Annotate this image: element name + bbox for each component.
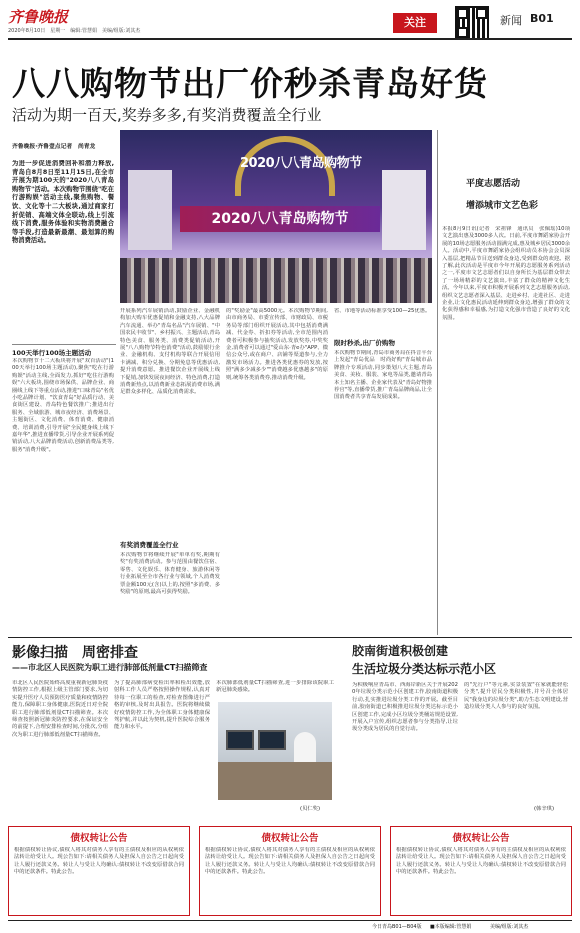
notice-box — [8, 826, 190, 916]
lead-subhead-2: 有奖消费覆盖全行业 — [120, 541, 179, 549]
qr-code-icon — [455, 6, 489, 40]
photo-right-board — [382, 170, 426, 250]
notice-text: 根据债权转让协议,债权人将其对债务人享有的主债权及相应的从权利依法转让给受让人。现公告如下:请相关债务人及担保人自公告之日起向受让人履行还款义务。转让人与受让人均确认:债权转让不改变原借款合同中的还款条件。特此公告。 — [205, 847, 375, 876]
lead-subheadline: 活动为期一百天,奖券多多,有奖消费覆盖全行业 — [12, 106, 322, 124]
photo-banner: 2020八八青岛购物节 — [180, 206, 380, 232]
story2-col-1: 市北区人民医院始终高度重视新冠肺炎疫情防控工作,根据上级主管部门要求,为切实提升医疗人员预防医疗质量和疫情防控能力,保障职工身体健康,医院近日对全院职工进行肺部低剂量CT扫描筛查。本次筛查按照新冠肺炎防控要求,在保证安全的前提下,合理安排检查时间,分批次,分组次为职工进行肺部低剂量CT扫描筛查。 — [12, 680, 108, 738]
notice-title: 债权转让公告 — [70, 833, 128, 844]
section-rule — [8, 637, 572, 638]
lead-col-2b: 本次购物节将继续开展"单单有奖,期期有奖"有奖消费活动。参与范围由餐饮住宿、零售、文化娱乐、体育健身、旅游休闲等行业拓展至全市各行业与领域,个人消费发票金额100元(含)以上的,按照"多消费、多奖励"的原则,最高可获得奖励。 — [120, 552, 220, 596]
story2-col-3: 本次肺部低剂量CT扫描筛查,进一步排除该院职工新冠肺炎感染。 — [216, 680, 334, 694]
story3-title-1: 胶南街道积极创建 — [352, 644, 449, 658]
masthead-rule — [8, 38, 572, 40]
lead-subhead-1: 100天举行100场主题活动 — [12, 349, 92, 357]
photo-monitor-right — [258, 730, 286, 750]
lead-col-1: 本次购物节十二大板块将开展"双百活动"(100天举行100场主题活动),聚焦"吃在行游购娱"活动主线,全面发力,抓好"吃住行游购娱"六大板块,围绕市场保供、品牌企业、商圈线上线下等重点活动,推进"口味青岛"名优小吃品牌计划、"饮食青岛"好品质行动、美食街区建设、青岛特色餐饮推广;推进出行服务、全域旅游、城市夜经济、消费场景、主题街区、文化消费、体育消费、健康消费、培训消费,引导开展"全民健身线上线下嘉年华",推进直播带货,引导企业开展系列促销活动,八大品牌消费活动,创新消费品类等,服务"消费升级"。 — [12, 358, 114, 453]
lead-byline: 齐鲁晚报·齐鲁壹点记者 尚青龙 — [12, 144, 96, 150]
sidebar-text: 本报8月9日讯(记者 宋祖锋 通讯员 张佩瑶)10项文艺演出惠及3000多人次。日前,平度市舞蹈家协会开展的10场志愿服务活动圆满完成,惠及城乡居民3000余人。活动中,平度市舞蹈家协会组织动员本协会会员深入基层,把精品节目送到群众身边,受到群众的欢迎。据了解,此次活动是平度市今年开展的志愿服务系列活动之一,平度市文艺志愿者们以自身所长为基层群众带去了一场场精彩的文艺演出,丰富了群众的精神文化生活。今年以来,平度市积极开展系列文艺志愿服务活动,组织文艺志愿者深入基层、走进乡村、走进社区、走进企业,让文化惠民活动延伸到群众身边,增强了群众的文化获得感和幸福感,为打造文化强市营造了良好的文化氛围。 — [442, 226, 570, 321]
story2-photo — [218, 702, 332, 800]
notice-title: 债权转让公告 — [261, 833, 319, 844]
lead-headline: 八八购物节出厂价秒杀青岛好货 — [12, 64, 488, 103]
lead-subhead-3: 限时秒杀,出厂价购物 — [334, 339, 395, 347]
lead-col-4: 省、市地等活动标准享受100—25优惠。 — [334, 308, 431, 314]
newspaper-logo: 齐鲁晚报 — [8, 8, 69, 26]
photo-monitor-left — [226, 730, 254, 750]
intro-divider — [12, 344, 116, 345]
sidebar-title-1: 平度志愿活动 — [466, 179, 521, 189]
photo-desk — [218, 762, 332, 800]
photo-sign-text: 2020八八青岛购物节 — [240, 156, 362, 171]
story2-photo-credit: (贝仁奖) — [300, 806, 321, 812]
lead-col-3: 的"奖励金"最高5000元。本次购物节期间,由市商务局、市委宣传部、市财政局、市税务局等部门组织开展活动,其中包括消费满减、代金券、折扣券等活动,全市范围内消费者可积极参与抽奖活动,发放奖券,中奖奖金,消费者可以通过"爱山东·青e办"APP、微信公众号,或在商户、店铺等渠道参与,全力激发市场活力。推进各类优惠券的发放,按照"满多少减多少""消费越多优惠越多"的原则,统筹各类消费券,推动消费升级。 — [226, 308, 328, 381]
photo-crowd — [120, 258, 432, 303]
story3-col-1: 为积极响应青岛市、西海岸新区关于开展2020年垃圾分类示范小区创建工作,胶南街道积极行动,扎实推进垃圾分类工作的开展。截至目前,胶南街道已积极推进垃圾分类达标示范小区创建工作,完成小区垃圾分类桶站规范设置,开展入户宣传,组织志愿者参与分类指导,让垃圾分类成为居民的自觉行动。 — [352, 682, 458, 733]
lead-col-4b: 本次购物节期间,青岛市商务局在抖音平台上发起"青岛优品 时尚好购"青岛城市品牌推介专项活动,同步策划八大主题,青岛美食、美妆、服装、家电等品类,邀请青岛本土知名主播、企业家代表及"青岛好物推荐官"等,直播带货,推广青岛品牌商品,让全国消费者共享青岛发展成果。 — [334, 350, 432, 401]
issue-info: 2020年8月10日 星期一 编辑:管慧娟 美编/组版:刘其杰 — [8, 28, 141, 34]
lead-photo — [120, 130, 432, 303]
section-tag: 关注 — [393, 13, 437, 33]
sidebar-title-2: 增添城市文艺色彩 — [466, 201, 539, 211]
footer-left: 今日青岛B01—B04版 — [372, 924, 422, 930]
lead-col-2: 开展系列汽车展销活动,鼓励企业、金融机构加大购车优惠促销和金融支持,八大品牌汽车流通、举办"青岛名品"汽车展销、"中国农民丰收节"、乡村振兴、主题活动,青岛特色美食、服务类、消费类促销活动,开展"八八购物节特色消费"活动,鼓励银行企业、金融机构、支付机构等联合开展信用卡满减、积分兑换、分期免息等优惠活动,提升消费意愿。推进餐饮企业开展线上线下促销,加快发展夜间经济、特色消费,打造消费新热点,以消费新业态拓展消费市场,满足群众多样化、品质化消费需求。 — [120, 308, 220, 396]
story3-col-2: 的"先行户"等元素,实景装置"在家就能轻松分类",提升居民分类积极性,并号召全体居民"我身边的垃圾分类",助力生态文明建设,营造垃圾分类人人参与的良好氛围。 — [464, 682, 568, 711]
section-name: 新闻 — [500, 14, 522, 27]
notice-text: 根据债权转让协议,债权人将其对债务人享有的主债权及相应的从权利依法转让给受让人。现公告如下:请相关债务人及担保人自公告之日起向受让人履行还款义务。转让人与受让人均确认:债权转让不改变原借款合同中的还款条件。特此公告。 — [396, 847, 566, 876]
photo-left-board — [128, 170, 172, 250]
notice-text: 根据债权转让协议,债权人将其对债务人享有的主债权及相应的从权利依法转让给受让人。现公告如下:请相关债务人及担保人自公告之日起向受让人履行还款义务。转让人与受让人均确认:债权转让不改变原借款合同中的还款条件。特此公告。 — [14, 847, 184, 876]
story3-author: (韩辛琪) — [534, 806, 555, 812]
lead-intro: 为进一步促进消费回补和潜力释放,青岛自8月8日至11月15日,在全市开展为期100天的"2020八八青岛购物节"活动。本次购物节围绕"吃在行游购娱"活动主线,聚焦购物、餐饮、文化等十二大板块,通过商家打折促销、高端文体全联动,线上引流线下消费,服务体验和实物消费融合等手段,打造最新最潮、最划算的购物消费活动。 — [12, 160, 114, 245]
footer-right: 美编/组版:刘其杰 — [490, 924, 529, 930]
footer-rule — [8, 920, 572, 921]
footer-middle: ■本版编辑:管慧娟 — [430, 924, 472, 930]
page-number: B01 — [530, 12, 554, 25]
notice-box — [390, 826, 572, 916]
notice-box — [199, 826, 381, 916]
notice-title: 债权转让公告 — [452, 833, 510, 844]
story2-subtitle: ——市北区人民医院为职工进行肺部低剂量CT扫描筛查 — [12, 663, 208, 672]
story2-col-2: 为了提高肺部病变检出率和检出效能,放射科工作人员严格按照操作规程,认真对待每一位职工的检查,对检查图像进行严格的审核,及时出具报告。医院将继续做好疫情防控工作,为全体职工身体健康保驾护航,并以此为契机,提升医院综合服务能力和水平。 — [114, 680, 210, 731]
sidebar-divider — [437, 130, 438, 635]
story3-title-2: 生活垃圾分类达标示范小区 — [352, 662, 497, 676]
story2-title: 影像扫描 周密排查 — [12, 645, 138, 661]
